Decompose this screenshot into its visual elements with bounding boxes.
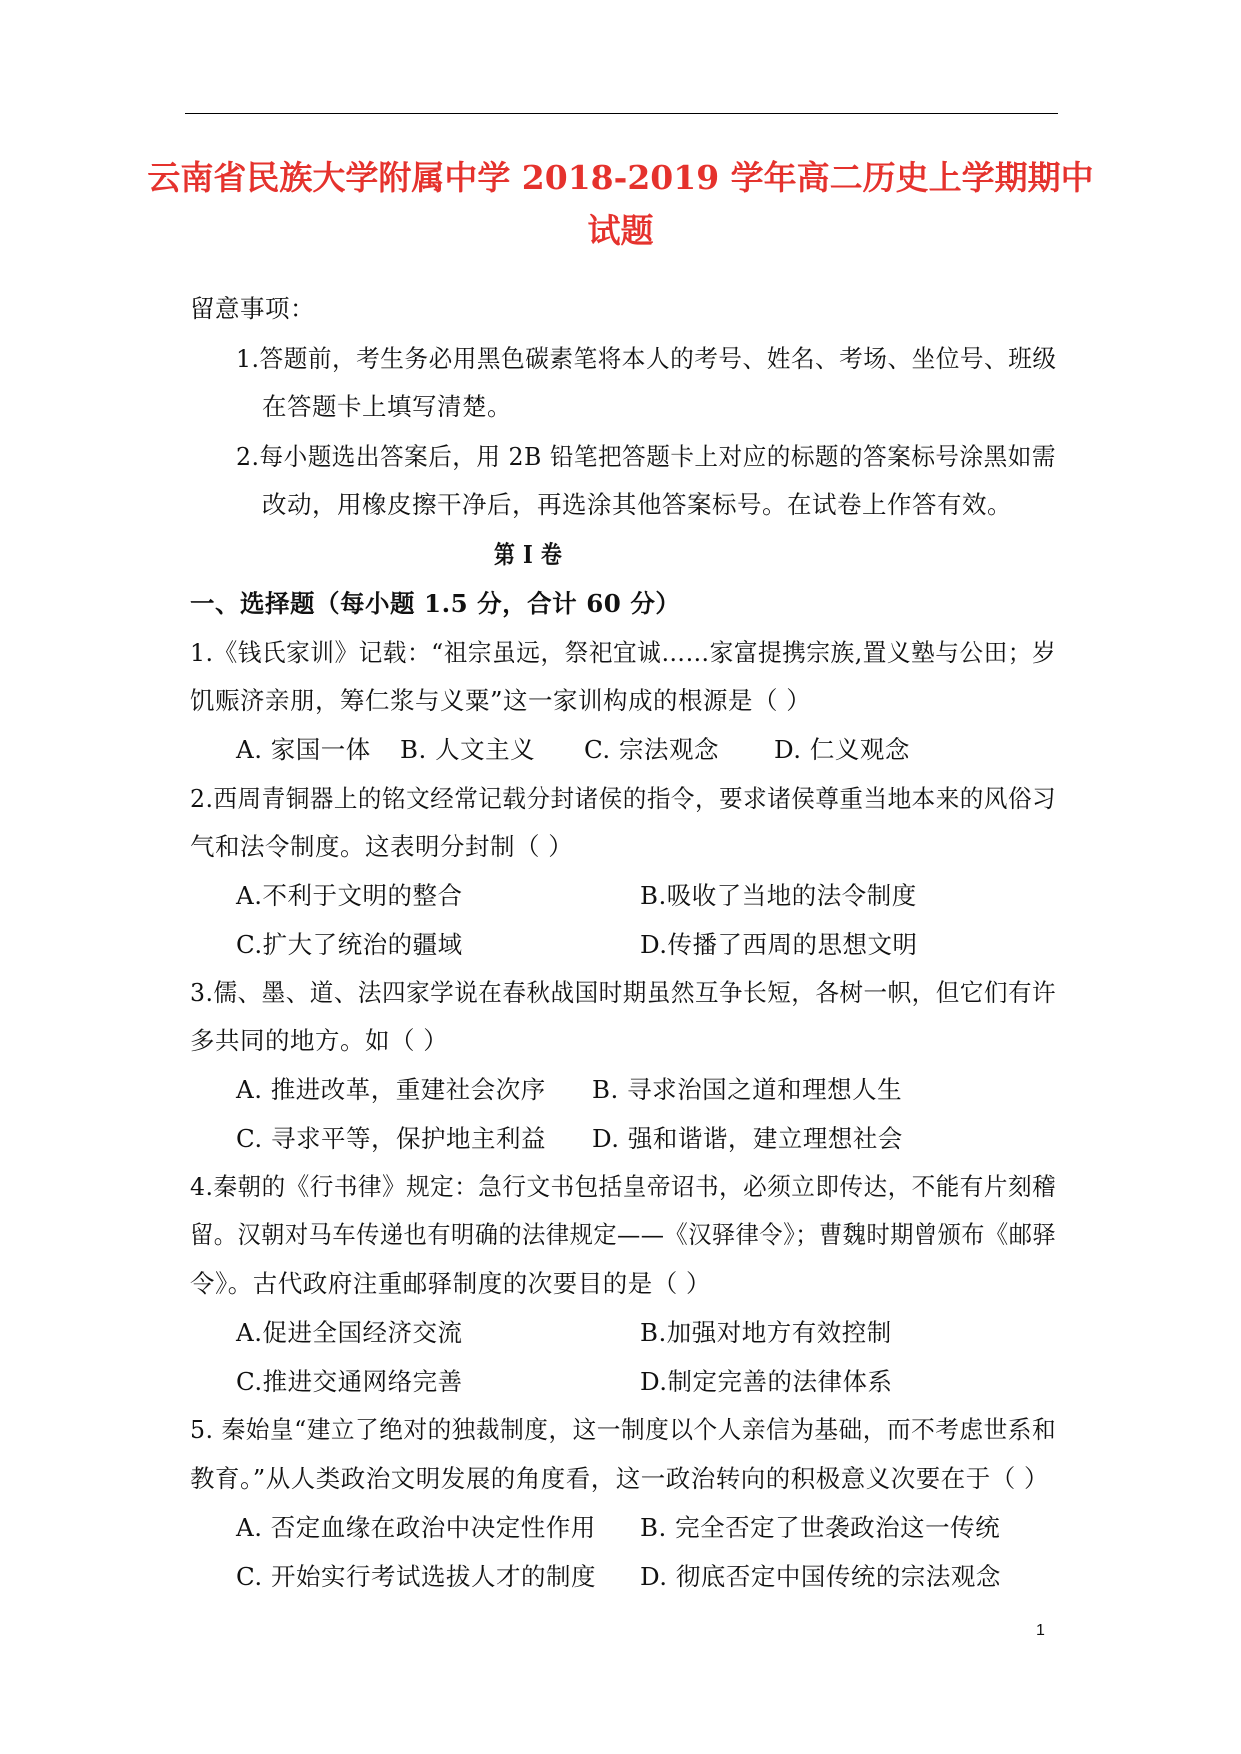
- question-4-line-3: 令》。古代政府注重邮驿制度的次要目的是（ ）: [190, 1269, 712, 1298]
- question-4-option-a: A.促进全国经济交流: [236, 1318, 463, 1347]
- page-title-line2: 试题: [587, 211, 654, 250]
- question-4-line-1: 4.秦朝的《行书律》规定：急行文书包括皇帝诏书，必须立即传达，不能有片刻稽: [190, 1172, 1057, 1201]
- question-5-line-1: 5. 秦始皇“建立了绝对的独裁制度，这一制度以个人亲信为基础，而不考虑世系和: [190, 1415, 1057, 1444]
- question-2-option-a: A.不利于文明的整合: [236, 881, 463, 910]
- notice-item-1: 1.答题前，考生务必用黑色碳素笔将本人的考号、姓名、考场、坐位号、班级: [236, 344, 1057, 373]
- notice-item-2-cont: 改动，用橡皮擦干净后，再选涂其他答案标号。在试卷上作答有效。: [262, 490, 1012, 519]
- question-1-option-c: C. 宗法观念: [584, 735, 719, 764]
- page-number: 1: [1036, 1622, 1045, 1639]
- question-5-option-a: A. 否定血缘在政治中决定性作用: [236, 1513, 596, 1542]
- question-4-option-b: B.加强对地方有效控制: [640, 1318, 892, 1347]
- question-2-option-c: C.扩大了统治的疆域: [236, 930, 463, 959]
- question-5-line-2: 教育。”从人类政治文明发展的角度看，这一政治转向的积极意义次要在于（ ）: [190, 1464, 1050, 1493]
- section-heading: 一、选择题（每小题 1.5 分，合计 60 分）: [190, 589, 681, 618]
- question-2-line-2: 气和法令制度。这表明分封制（ ）: [190, 832, 574, 861]
- question-2-option-d: D.传播了西周的思想文明: [640, 930, 918, 959]
- header-rule: [185, 113, 1058, 114]
- question-3-option-c: C. 寻求平等，保护地主利益: [236, 1124, 546, 1153]
- question-1-line-2: 饥赈济亲朋，筹仁浆与义粟”这一家训构成的根源是（ ）: [190, 686, 812, 715]
- question-3-option-d: D. 强和谐谐，建立理想社会: [592, 1124, 903, 1153]
- question-1-option-d: D. 仁义观念: [774, 735, 910, 764]
- question-4-line-2: 留。汉朝对马车传递也有明确的法律规定——《汉驿律令》；曹魏时期曾颁布《邮驿: [190, 1220, 1057, 1249]
- question-1-line-1: 1.《钱氏家训》记载：“祖宗虽远，祭祀宜诚……家富提携宗族,置义塾与公田；岁: [190, 638, 1057, 667]
- question-2-option-b: B.吸收了当地的法令制度: [640, 881, 917, 910]
- question-1-option-b: B. 人文主义: [400, 735, 536, 764]
- question-4-option-c: C.推进交通网络完善: [236, 1367, 463, 1396]
- question-5-option-b: B. 完全否定了世袭政治这一传统: [640, 1513, 1001, 1542]
- notice-item-2: 2.每小题选出答案后，用 2B 铅笔把答题卡上对应的标题的答案标号涂黑如需: [236, 442, 1056, 471]
- question-5-option-c: C. 开始实行考试选拔人才的制度: [236, 1562, 596, 1591]
- question-3-line-1: 3.儒、墨、道、法四家学说在春秋战国时期虽然互争长短，各树一帜，但它们有许: [190, 978, 1057, 1007]
- question-3-option-b: B. 寻求治国之道和理想人生: [592, 1075, 903, 1104]
- notice-heading: 留意事项：: [190, 294, 315, 323]
- question-2-line-1: 2.西周青铜器上的铭文经常记载分封诸侯的指令，要求诸侯尊重当地本来的风俗习: [190, 784, 1057, 813]
- question-4-option-d: D.制定完善的法律体系: [640, 1367, 893, 1396]
- question-5-option-d: D. 彻底否定中国传统的宗法观念: [640, 1562, 1001, 1591]
- question-3-option-a: A. 推进改革，重建社会次序: [236, 1075, 546, 1104]
- question-3-line-2: 多共同的地方。如（ ）: [190, 1026, 449, 1055]
- page-title-line1: 云南省民族大学附属中学 2018-2019 学年高二历史上学期期中: [147, 158, 1094, 197]
- volume-heading: 第 I 卷: [493, 540, 563, 569]
- question-1-option-a: A. 家国一体: [236, 735, 371, 764]
- notice-item-1-cont: 在答题卡上填写清楚。: [262, 392, 512, 421]
